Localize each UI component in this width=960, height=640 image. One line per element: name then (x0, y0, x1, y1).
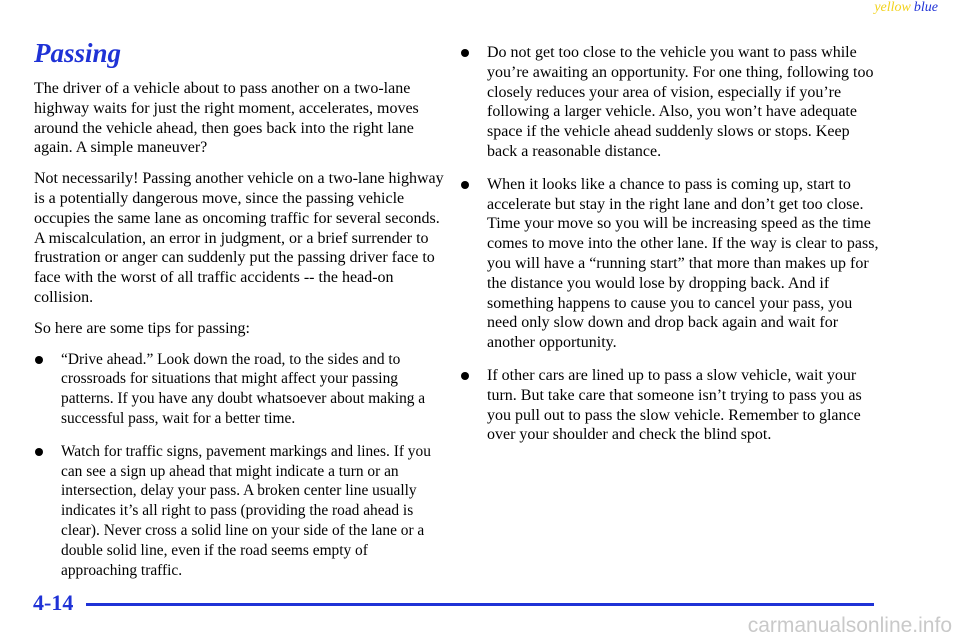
bullet-icon (461, 49, 469, 57)
bullet-text: If other cars are lined up to pass a slow vehicle, wait your turn. But take care that someone isn’t trying to pass you as you pull out to pass the slow vehicle. Remember to glance over your shoulder and check the blind spot. (487, 366, 862, 444)
tag-yellow: yellow (874, 0, 911, 15)
watermark: carmanualsonline.info (747, 614, 952, 637)
list-item (460, 175, 880, 353)
intro-paragraph-2: Not necessarily! Passing another vehicle on a two-lane highway is a potentially dangerous move, since the passing vehicle occupies the same lane as oncoming traffic for several seconds. A miscalculation, an error in judgment, or a brief surrender to frustration or anger can suddenly put the passing driver face to face with the worst of all traffic accidents -- the head-on collision. (34, 170, 444, 306)
tag-blue: blue (913, 0, 938, 15)
page-title: Passing (34, 38, 122, 68)
list-item (34, 350, 444, 429)
bullet-icon (35, 356, 43, 364)
bullet-text: Do not get too close to the vehicle you want to pass while you’re awaiting an opportunity. For one thing, following too closely reduces your area of vision, especially if you’re following a larger vehicle. Also, you won’t have adequate space if the vehicle ahead suddenly slows or stops. Keep back a reasonable distance. (487, 44, 874, 160)
left-column (34, 79, 444, 593)
bullet-text: When it looks like a chance to pass is coming up, start to accelerate but stay in the right lane and don’t get too close. Time your move so you will be increasing speed as the time comes to move into the other lane. If the way is clear to pass, you will have a “running start” that more than makes up for the distance you would lose by dropping back. And if something happens to cause you to cancel your pass, you need only slow down and drop back again and wait for another opportunity. (487, 175, 879, 352)
bullet-icon (35, 448, 43, 456)
intro-paragraph-3: So here are some tips for passing: (34, 319, 250, 337)
list-item (460, 366, 880, 445)
bullet-icon (461, 372, 469, 380)
list-item (460, 43, 880, 162)
bullet-text: “Drive ahead.” Look down the road, to the sides and to crossroads for situations that might affect your passing patterns. If you have any doubt whatsoever about making a successful pass, wait for a better time. (61, 350, 426, 427)
right-column (460, 43, 880, 458)
list-item (34, 442, 444, 581)
intro-paragraph-1: The driver of a vehicle about to pass another on a two-lane highway waits for just the right moment, accelerates, moves around the vehicle ahead, then goes back into the right lane again. A simple maneuver? (34, 80, 419, 157)
bullet-icon (461, 181, 469, 189)
color-tag (874, 0, 938, 16)
bullet-text: Watch for traffic signs, pavement markings and lines. If you can see a sign up ahead that might indicate a turn or an intersection, delay your pass. A broken center line usually indicates it’s all right to pass (providing the road ahead is clear). Never cross a solid line on your side of the lane or a double solid line, even if the road seems empty of approaching traffic. (61, 442, 431, 579)
page-number: 4-14 (33, 590, 74, 615)
footer-rule (86, 603, 874, 606)
